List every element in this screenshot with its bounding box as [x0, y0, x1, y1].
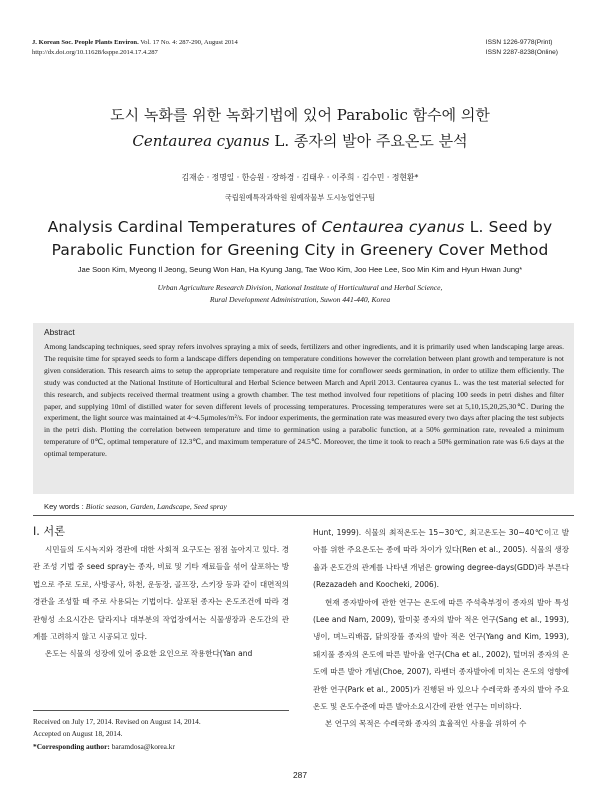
- korean-title: [0, 102, 600, 154]
- keywords-divider: [33, 515, 574, 516]
- footnote-corresponding: [33, 741, 289, 753]
- footnote-divider: [33, 710, 289, 711]
- corresponding-label: *Corresponding author:: [33, 741, 110, 751]
- right-paragraph-1: Hunt, 1999). 식물의 최적온도는 15~30℃, 최고온도는 30~40℃이고 발아를 위한 주요온도는 종에 따라 차이가 있다(Ren et al., 2005). 식물의 생장율과 온도간의 관계를 나타낸 개념은 growing degree-days(GDD)라 부른다(Rezazadeh and Koocheki, 2006).: [313, 528, 569, 590]
- keywords: Key words : Biotic season, Garden, Landscape, Seed spray: [44, 502, 227, 511]
- korean-title-line1: 도시 녹화를 위한 녹화기법에 있어 Parabolic 함수에 의한: [110, 106, 490, 124]
- english-title-species: Centaurea cyanus: [321, 218, 465, 236]
- english-title-line2: Parabolic Function for Greening City in Greenery Cover Method: [51, 241, 549, 259]
- right-paragraph-2: 현재 종자발아에 관한 연구는 온도에 따른 주석축부정이 종자의 발아 특성(Lee and Nam, 2009), 할미꽃 종자의 발아 적온 연구(Sang et al., 1993), 냉이, 며느리배꼽, 닭의장풀 종자의 발아 적온 연구(Yang and Kim, 1993), 돼지풀 종자의 온도에 따른 발아율 연구(Cha et al., 2002), 털머위 종자의 온도에 따른 발아 개념(Choe, 2007), 라벤더 종자발아에 미치는 온도의 영향에 관한 연구(Park et al., 2005)가 진행된 바 있으나 수레국화 종자의 발아 주요온도 및 온도수준에 따른 발아소요시간에 관한 연구는 미비하다.: [313, 597, 569, 712]
- section-title: I. 서론: [33, 525, 66, 538]
- english-title-line1: [0, 216, 600, 239]
- issn-online: ISSN 2287-8238(Online): [485, 49, 558, 56]
- abstract-heading: Abstract: [44, 327, 75, 337]
- korean-title-rest: L. 종자의 발아 주요온도 분석: [269, 132, 468, 150]
- korean-authors: 김재순 · 정명일 · 한승원 · 장하경 · 김태우 · 이주희 · 김수민 · 정현환*: [181, 173, 419, 182]
- english-affiliation-line2: Rural Development Administration, Suwon 441-440, Korea: [209, 295, 391, 304]
- page-number: 287: [293, 770, 307, 780]
- english-authors: Jae Soon Kim, Myeong Il Jeong, Seung Won Han, Ha Kyung Jang, Tae Woo Kim, Joo Hee Lee, Soo Min Kim and Hyun Hwan Jung*: [77, 265, 523, 274]
- english-affiliation-line1: Urban Agriculture Research Division, National Institute of Horticultural and Herbal Science,: [157, 283, 443, 292]
- right-paragraph-3: 본 연구의 목적은 수레국화 종자의 효율적인 사용을 위하여 수: [325, 719, 527, 729]
- abstract-text: Among landscaping techniques, seed spray refers involves spraying a mix of seeds, fertilizers and other ingredients, and it is primarily used when landscaping large areas. The requisite time for sprayed seeds to form a landscape differs depending on temperature conditions however the correlation between plant growth and temperature is not given consideration. This research aims to setup the appropriate temperature and requisite time for cornflower seeds germination, in order to utilize them efficiently. The study was conducted at the National Institute of Horticultural and Herbal Science between March and April 2013. Centaurea cyanus L. was the test material selected for this research, and subjects received thermal treatment using a growth chamber. The test method involved four repetitions of placing 100 seeds in petri dishes and filter paper, and supplying 10ml of distilled water for seven different levels of processing temperatures. Processing temperatures were set at 5,10,15,20,25,30℃. During the experiment, the light source was maintained at 4~4.5μmoles/m²/s. For indoor experiments, the germination rate was measured every two days after placing the test subjects in the petri dish. Plotting the correlation between temperature and time to germination using a parabolic function, at a 50% germination rate, revealed a minimum temperature of 0℃, optimal temperature of 12.3℃, and maximum temperature of 24.5℃. Moreover, the time it took to reach a 50% germination rate was 6.6 days at the optimal temperature.: [44, 342, 564, 459]
- keywords-label: Key words: [44, 502, 80, 511]
- footnote-received: Received on July 17, 2014. Revised on August 14, 2014.: [33, 717, 201, 726]
- corresponding-email[interactable]: baramdosa@korea.kr: [109, 741, 175, 751]
- english-affiliation: [0, 282, 600, 306]
- journal-name: J. Korean Soc. People Plants Environ.: [32, 39, 139, 46]
- footnote: [33, 716, 289, 753]
- left-paragraph-2: 온도는 식물의 성장에 있어 중요한 요인으로 작용한다(Yan and: [45, 649, 253, 659]
- issn-print: ISSN 1226-9778(Print): [485, 39, 553, 46]
- footnote-accepted: Accepted on August 18, 2014.: [33, 729, 123, 739]
- issn-block: [486, 38, 558, 58]
- english-title: [0, 216, 600, 262]
- english-title-part-b: L. Seed by: [464, 218, 553, 236]
- korean-title-species: Centaurea cyanus: [132, 132, 270, 150]
- keywords-values: Biotic season, Garden, Landscape, Seed spray: [85, 502, 227, 511]
- right-column: [313, 524, 569, 733]
- korean-affiliation: 국립원예특작과학원 원예작물부 도시농업연구팀: [224, 193, 376, 202]
- journal-header: [32, 38, 238, 58]
- journal-citation: Vol. 17 No. 4: 287-290, August 2014: [140, 39, 238, 46]
- left-paragraph-1: 시민들의 도시녹지와 경관에 대한 사회적 요구도는 점점 높아지고 있다. 경관 조성 기법 중 seed spray는 종자, 비료 및 기타 재료들을 섞어 살포하는 방법으로 주로 도로, 사방공사, 하천, 운동장, 골프장, 스키장 등과 같이 대면적의 경관을 조성할 때 주로 사용되는 기법이다. 살포된 종자는 온도조건에 따라 경관형성 소요시간은 달라지나 대부분의 작업장에서는 식물생장과 온도간의 관계를 고려하지 않고 시공되고 있다.: [33, 545, 289, 642]
- left-column: [33, 541, 289, 663]
- english-title-part-a: Analysis Cardinal Temperatures of: [47, 218, 322, 236]
- korean-title-line2: [0, 128, 600, 154]
- doi-link[interactable]: http://dx.doi.org/10.11628/ksppe.2014.17.4.287: [32, 49, 158, 56]
